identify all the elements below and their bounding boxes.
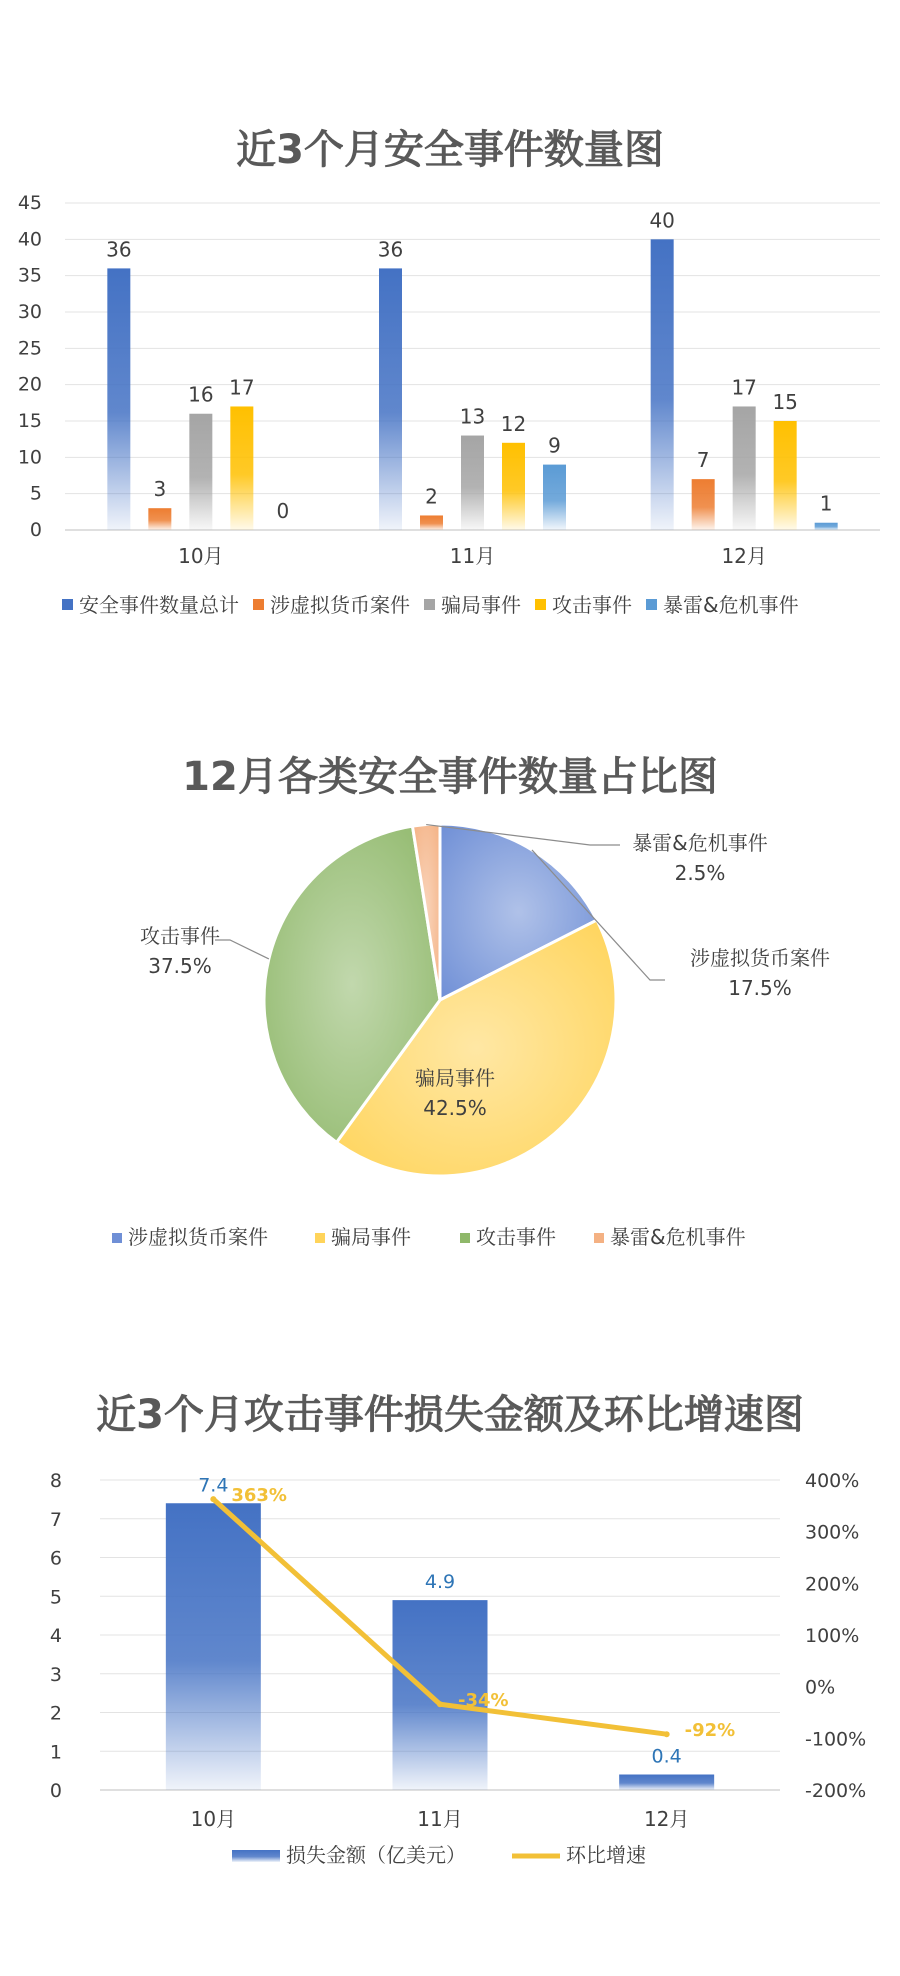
y2-tick-label: 100% — [805, 1625, 860, 1647]
slice-value-label: 42.5% — [423, 1096, 487, 1120]
slice-label: 涉虚拟货币案件 — [690, 946, 830, 970]
y-tick-label: 35 — [17, 264, 42, 287]
legend-swatch — [460, 1233, 470, 1243]
bar — [774, 421, 797, 530]
x-tick-label: 12月 — [643, 1807, 690, 1831]
y2-tick-label: 200% — [805, 1573, 860, 1596]
legend-label: 安全事件数量总计 — [79, 593, 239, 617]
legend-label: 攻击事件 — [476, 1225, 556, 1249]
line-point — [437, 1701, 443, 1707]
y-tick-label: 5 — [49, 1586, 62, 1609]
bar — [379, 268, 402, 530]
bar — [619, 1775, 714, 1791]
y-tick-label: 6 — [49, 1547, 62, 1570]
y-tick-label: 15 — [17, 410, 42, 432]
bar — [148, 508, 171, 530]
y-tick-label: 30 — [17, 301, 42, 323]
y2-tick-label: 400% — [805, 1470, 860, 1492]
y2-tick-label: 300% — [805, 1521, 860, 1544]
y-tick-label: 2 — [49, 1702, 62, 1725]
data-label: 7 — [696, 448, 710, 473]
y-tick-label: 0 — [49, 1780, 62, 1802]
legend-label: 环比增速 — [566, 1843, 646, 1867]
legend-label: 暴雷&危机事件 — [610, 1225, 746, 1249]
y2-tick-label: -100% — [805, 1728, 867, 1751]
legend-swatch — [112, 1233, 122, 1243]
bar — [420, 515, 443, 530]
slice-label: 攻击事件 — [140, 924, 220, 948]
x-tick-label: 10月 — [178, 544, 224, 568]
data-label: 7.4 — [198, 1474, 229, 1497]
legend-swatch — [232, 1850, 280, 1862]
legend-swatch — [315, 1233, 325, 1243]
data-label: 15 — [772, 390, 798, 414]
bar — [692, 479, 715, 530]
legend-swatch — [62, 599, 73, 610]
y-tick-label: 45 — [17, 192, 42, 214]
data-label: 0 — [276, 499, 290, 523]
legend-swatch — [646, 599, 657, 610]
data-label: 9 — [548, 433, 561, 458]
bar — [166, 1503, 261, 1790]
data-label: 3 — [153, 477, 167, 502]
chart1-title: 近3个月安全事件数量图 — [236, 127, 664, 173]
legend-label: 骗局事件 — [331, 1225, 411, 1249]
data-label: 36 — [377, 237, 404, 262]
chart2-svg — [0, 820, 900, 1280]
legend-swatch — [253, 599, 264, 610]
data-label: 17 — [731, 375, 757, 400]
y2-tick-label: -200% — [805, 1780, 867, 1802]
y-tick-label: 4 — [49, 1625, 62, 1647]
data-label: 4.9 — [424, 1571, 456, 1594]
bar — [189, 414, 212, 530]
data-label: 12 — [500, 411, 527, 436]
bar — [502, 443, 525, 530]
x-tick-label: 10月 — [190, 1807, 237, 1831]
chart3-title: 近3个月攻击事件损失金额及环比增速图 — [96, 1392, 804, 1438]
leader-line — [215, 940, 269, 959]
bar — [230, 406, 253, 530]
bar — [107, 268, 130, 530]
data-label: 40 — [649, 208, 675, 233]
chart2-title: 12月各类安全事件数量占比图 — [182, 754, 718, 800]
data-label: 16 — [188, 382, 214, 407]
slice-value-label: 37.5% — [148, 954, 212, 978]
legend-swatch — [594, 1233, 604, 1243]
bar — [733, 406, 756, 530]
bar — [543, 465, 566, 530]
y-tick-label: 25 — [17, 337, 42, 360]
y-tick-label: 20 — [17, 373, 42, 396]
y-tick-label: 0 — [29, 519, 42, 541]
legend-swatch — [424, 599, 435, 610]
y-tick-label: 10 — [17, 446, 42, 469]
bar — [651, 239, 674, 530]
bar — [461, 436, 484, 530]
chart3-svg — [0, 1450, 900, 1890]
legend-label: 损失金额（亿美元） — [286, 1843, 466, 1867]
slice-label: 骗局事件 — [415, 1066, 495, 1090]
y-tick-label: 40 — [17, 228, 42, 251]
line-label: 363% — [231, 1485, 287, 1507]
legend-label: 暴雷&危机事件 — [663, 593, 799, 617]
data-label: 1 — [819, 491, 833, 516]
x-tick-label: 12月 — [721, 544, 767, 568]
legend-swatch — [535, 599, 546, 610]
line-label: -34% — [458, 1690, 509, 1712]
y-tick-label: 5 — [29, 482, 42, 505]
data-label: 17 — [229, 375, 255, 400]
line-label: -92% — [684, 1720, 736, 1742]
slice-label: 暴雷&危机事件 — [632, 831, 768, 855]
data-label: 2 — [425, 484, 438, 509]
y2-tick-label: 0% — [805, 1676, 836, 1699]
y-tick-label: 3 — [49, 1663, 62, 1686]
data-label: 13 — [459, 404, 486, 429]
data-label: 36 — [106, 237, 132, 262]
bar — [815, 523, 838, 530]
chart1-svg — [0, 190, 900, 640]
y-tick-label: 8 — [49, 1470, 62, 1492]
y-tick-label: 1 — [49, 1741, 62, 1764]
line-point — [664, 1731, 670, 1737]
legend-label: 涉虚拟货币案件 — [270, 593, 410, 617]
x-tick-label: 11月 — [417, 1807, 463, 1831]
legend-label: 涉虚拟货币案件 — [128, 1225, 268, 1249]
x-tick-label: 11月 — [449, 544, 496, 568]
legend-label: 骗局事件 — [441, 593, 521, 617]
data-label: 0.4 — [651, 1745, 682, 1768]
slice-value-label: 17.5% — [728, 976, 792, 1000]
slice-value-label: 2.5% — [674, 861, 726, 885]
legend-label: 攻击事件 — [552, 593, 632, 617]
line-point — [210, 1496, 216, 1502]
y-tick-label: 7 — [49, 1508, 62, 1531]
